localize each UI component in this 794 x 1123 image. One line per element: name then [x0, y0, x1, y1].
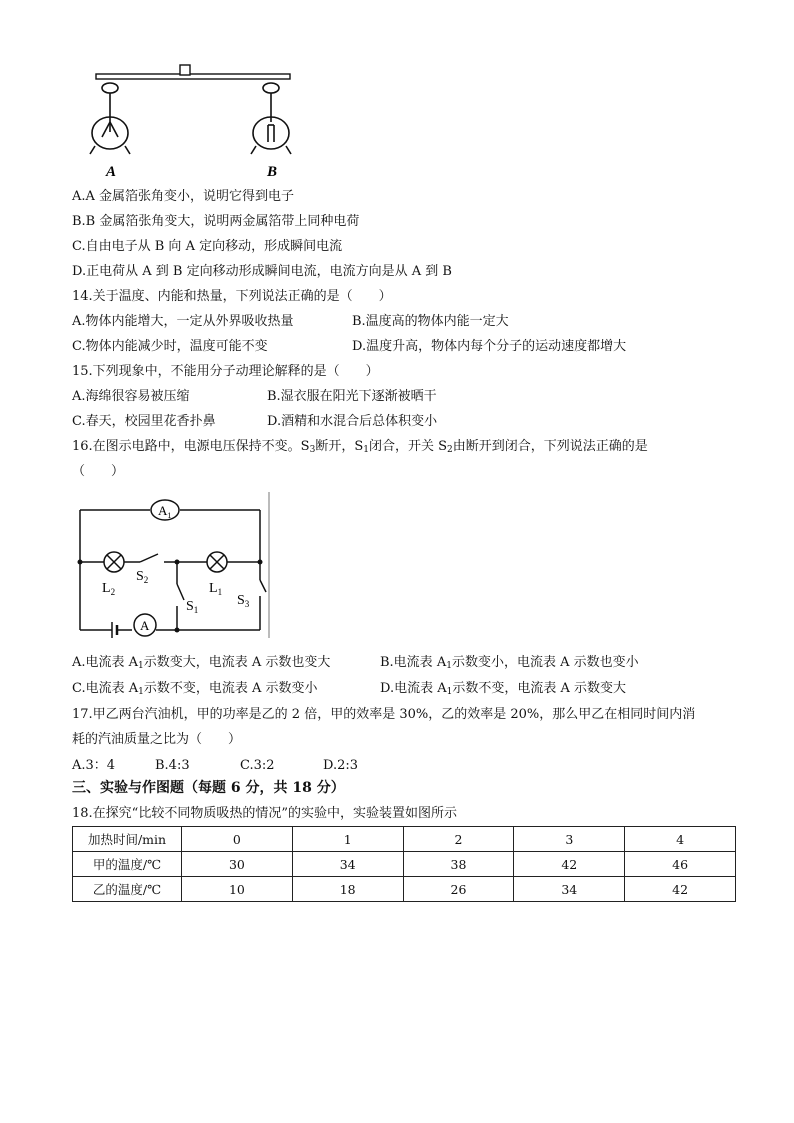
q13-option-c: C.自由电子从 B 向 A 定向移动，形成瞬间电流 — [72, 239, 343, 254]
electroscope-b — [251, 83, 291, 154]
q17-option-a: A.3：4 — [72, 758, 116, 773]
table-cell: 38 — [403, 852, 514, 877]
table-cell: 甲的温度/℃ — [73, 852, 182, 877]
q16-option-a: A.电流表 $A_1$示数变大，电流表 A 示数也变大 — [72, 655, 331, 671]
q17-option-d: D.2:3 — [323, 758, 359, 773]
q17-option-c: C.3:2 — [240, 758, 275, 773]
q16-stem: 16.在图示电路中，电源电压保持不变。$S_3$断开，$S_1$闭合，开关 $S_2$由断开到闭合，下列说法正确的是 — [72, 439, 648, 455]
q18-stem: 18.在探究“比较不同物质吸热的情况”的实验中，实验装置如图所示 — [72, 806, 457, 821]
table-cell: 1 — [292, 827, 403, 852]
q16-option-c: C.电流表 $A_1$示数不变，电流表 A 示数变小 — [72, 681, 318, 697]
q15-option-a: A.海绵很容易被压缩 — [72, 389, 190, 404]
q18-data-table — [72, 826, 736, 902]
table-row — [73, 877, 736, 902]
electroscope-a-label: A — [106, 164, 117, 180]
q13-option-a: A.A 金属箔张角变小，说明它得到电子 — [72, 189, 295, 204]
switch-s1-label: $S_1$ — [186, 599, 199, 615]
q14-option-c: C.物体内能减少时，温度可能不变 — [72, 339, 268, 354]
table-cell: 10 — [182, 877, 293, 902]
table-cell: 26 — [403, 877, 514, 902]
electroscope-figure — [86, 62, 302, 182]
table-cell: 34 — [514, 877, 625, 902]
table-cell: 2 — [403, 827, 514, 852]
q13-option-d: D.正电荷从 A 到 B 定向移动形成瞬间电流，电流方向是从 A 到 B — [72, 264, 452, 279]
q15-stem: 15.下列现象中，不能用分子动理论解释的是（ ） — [72, 364, 379, 379]
ammeter-a-label: A — [140, 618, 150, 633]
q15-option-d: D.酒精和水混合后总体积变小 — [267, 414, 438, 429]
lamp-l1-label: $L_1$ — [209, 581, 223, 597]
q14-option-b: B.温度高的物体内能一定大 — [352, 314, 509, 329]
q17-option-b: B.4:3 — [155, 758, 190, 773]
lamp-l2-label: $L_2$ — [102, 581, 116, 597]
table-cell: 46 — [625, 852, 736, 877]
table-cell: 3 — [514, 827, 625, 852]
q17-stem-line1: 17.甲乙两台汽油机，甲的功率是乙的 2 倍，甲的效率是 30%，乙的效率是 20%，那么甲乙在相同时间内消 — [72, 707, 696, 722]
q14-option-d: D.温度升高，物体内每个分子的运动速度都增大 — [352, 339, 627, 354]
table-cell: 30 — [182, 852, 293, 877]
table-cell: 34 — [292, 852, 403, 877]
q14-stem: 14.关于温度、内能和热量，下列说法正确的是（ ） — [72, 289, 392, 304]
table-cell: 0 — [182, 827, 293, 852]
ammeter-a1-label: $A_1$ — [158, 503, 172, 520]
electroscope-b-label: B — [267, 164, 278, 180]
table-row — [73, 852, 736, 877]
q13-option-b: B.B 金属箔张角变大，说明两金属箔带上同种电荷 — [72, 214, 360, 229]
q15-option-c: C.春天，校园里花香扑鼻 — [72, 414, 216, 429]
insulating-handle — [180, 65, 190, 75]
q14-option-a: A.物体内能增大，一定从外界吸收热量 — [72, 314, 294, 329]
q15-option-b: B.湿衣服在阳光下逐渐被晒干 — [267, 389, 437, 404]
table-cell: 42 — [625, 877, 736, 902]
electroscope-a — [90, 83, 130, 154]
table-cell: 乙的温度/℃ — [73, 877, 182, 902]
metal-rod — [96, 74, 290, 79]
q17-stem-line2: 耗的汽油质量之比为（ ） — [72, 732, 242, 747]
switch-s3-label: $S_3$ — [237, 593, 250, 609]
table-cell: 加热时间/min — [73, 827, 182, 852]
table-cell: 4 — [625, 827, 736, 852]
table-cell: 18 — [292, 877, 403, 902]
circuit-diagram — [72, 492, 278, 640]
q16-option-d: D.电流表 $A_1$示数不变，电流表 A 示数变大 — [380, 681, 627, 697]
table-cell: 42 — [514, 852, 625, 877]
section-3-title: 三、实验与作图题（每题 6 分，共 18 分） — [72, 780, 345, 796]
q16-option-b: B.电流表 $A_1$示数变小，电流表 A 示数也变小 — [380, 655, 639, 671]
switch-s2-label: $S_2$ — [136, 569, 149, 585]
q16-blank: （ ） — [72, 464, 125, 479]
table-row — [73, 827, 736, 852]
